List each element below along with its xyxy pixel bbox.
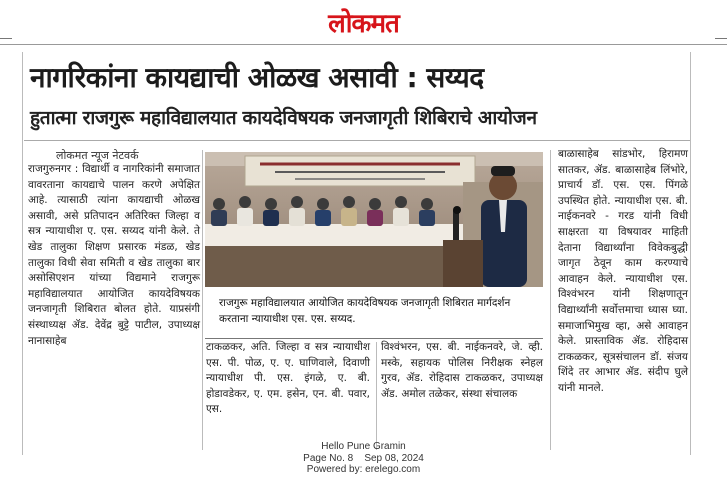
column-4-text: बाळासाहेब सांडभोर, हिरामण सातकर, ॲड. बाळासाहेब लिंभोरे, प्राचार्य डॉ. एस. एस. पिंगळे उपस्थित होते. न्यायाधीश एस. बी. नाईकनवरे - गरड यांनी विधी साक्षरता या विषयावर माहिती देताना विद्यार्थ्यांना विवेकबुद्धी जागृत ठेवून काम करण्याचे आवाहन केले. न्यायाधीश एस. विश्वंभरन यांनी शिक्षणातून विद्यार्थ्यांनी सर्वोत्तमाचा ध्यास घ्या. समाजाभिमुख व्हा, असे आवाहन केले. प्रास्ताविक ॲड. रोहिदास टाकळकर, सूत्रसंचालन डॉ. संजय शिंदे तर आभार ॲड. संदीप घुले यांनी मानले. [558, 148, 688, 394]
column-divider [202, 150, 203, 450]
edition-name: Hello Pune Gramin [321, 441, 406, 452]
article-column-3 [381, 340, 543, 402]
clipping-border-right [690, 52, 691, 455]
page-footer [0, 441, 727, 476]
masthead-rule [0, 44, 727, 45]
seminar-photo-illustration [205, 152, 543, 287]
article-photo [205, 152, 543, 287]
crop-mark-right [715, 38, 727, 39]
page-and-date: Page No. 8 Sep 08, 2024 [303, 452, 424, 464]
newspaper-logo: लोकमत [328, 9, 399, 39]
column-3-text: विश्वंभरन, एस. बी. नाईकनवरे, जे. व्ही. मस्के, सहायक पोलिस निरीक्षक स्नेहल गुरव, ॲड. रोहिदास टाकळकर, उपाध्यक्ष ॲड. अमोल तळेकर, संस्था संचालक [381, 341, 543, 400]
article-column-4 [558, 147, 688, 397]
clipping-border-left [22, 52, 23, 455]
column-divider [376, 342, 377, 450]
masthead [0, 0, 727, 44]
article-column-1 [28, 162, 200, 349]
headline-rule [24, 140, 690, 141]
column-1-text: राजगुरुनगर : विद्यार्थी व नागरिकांनी समाजात वावरताना कायद्याचे पालन करणे अपेक्षित आहे. त्यासाठी त्यांना कायद्याची ओळख असावी, असे प्रतिपादन अतिरिक्त जिल्हा व सत्र न्यायाधीश ए. एस. सय्यद यांनी केले. ते खेड तालुका शिक्षण प्रसारक मंडळ, खेड तालुका विधी सेवा समिती व खेड तालुका बार असोसिएशन यांच्या विद्यमाने राजगुरू महाविद्यालयात आयोजित कायदेविषयक जनजागृती शिबिरात बोलत होते. याप्रसंगी संस्थाध्यक्ष ॲड. देवेंद्र बुट्टे पाटील, उपाध्यक्ष नानासाहेब [28, 163, 200, 347]
column-divider [550, 150, 551, 450]
powered-by: Powered by: erelego.com [306, 464, 421, 475]
crop-mark-left [0, 38, 12, 39]
photo-caption-box [205, 289, 543, 339]
column-2-text: टाकळकर, अति. जिल्हा व सत्र न्यायाधीश एस. पी. पोळ, ए. ए. घाणिवाले, दिवाणी न्यायाधीश पी. एस. इंगळे, ए. बी. होडावडेकर, ए. एम. हसेन, एन. बी. पवार, एस. [206, 341, 370, 416]
photo-caption: राजगुरू महाविद्यालयात आयोजित कायदेविषयक जनजागृती शिबिरात मार्गदर्शन करताना न्यायाधीश एस. एस. सय्यद. [219, 297, 511, 325]
article-column-2 [206, 340, 370, 418]
article-headline: नागरिकांना कायद्याची ओळख असावी : सय्यद [30, 61, 484, 94]
article-byline: लोकमत न्यूज नेटवर्क [56, 149, 139, 162]
article-subheadline: हुतात्मा राजगुरू महाविद्यालयात कायदेविषयक जनजागृती शिबिराचे आयोजन [30, 107, 537, 129]
